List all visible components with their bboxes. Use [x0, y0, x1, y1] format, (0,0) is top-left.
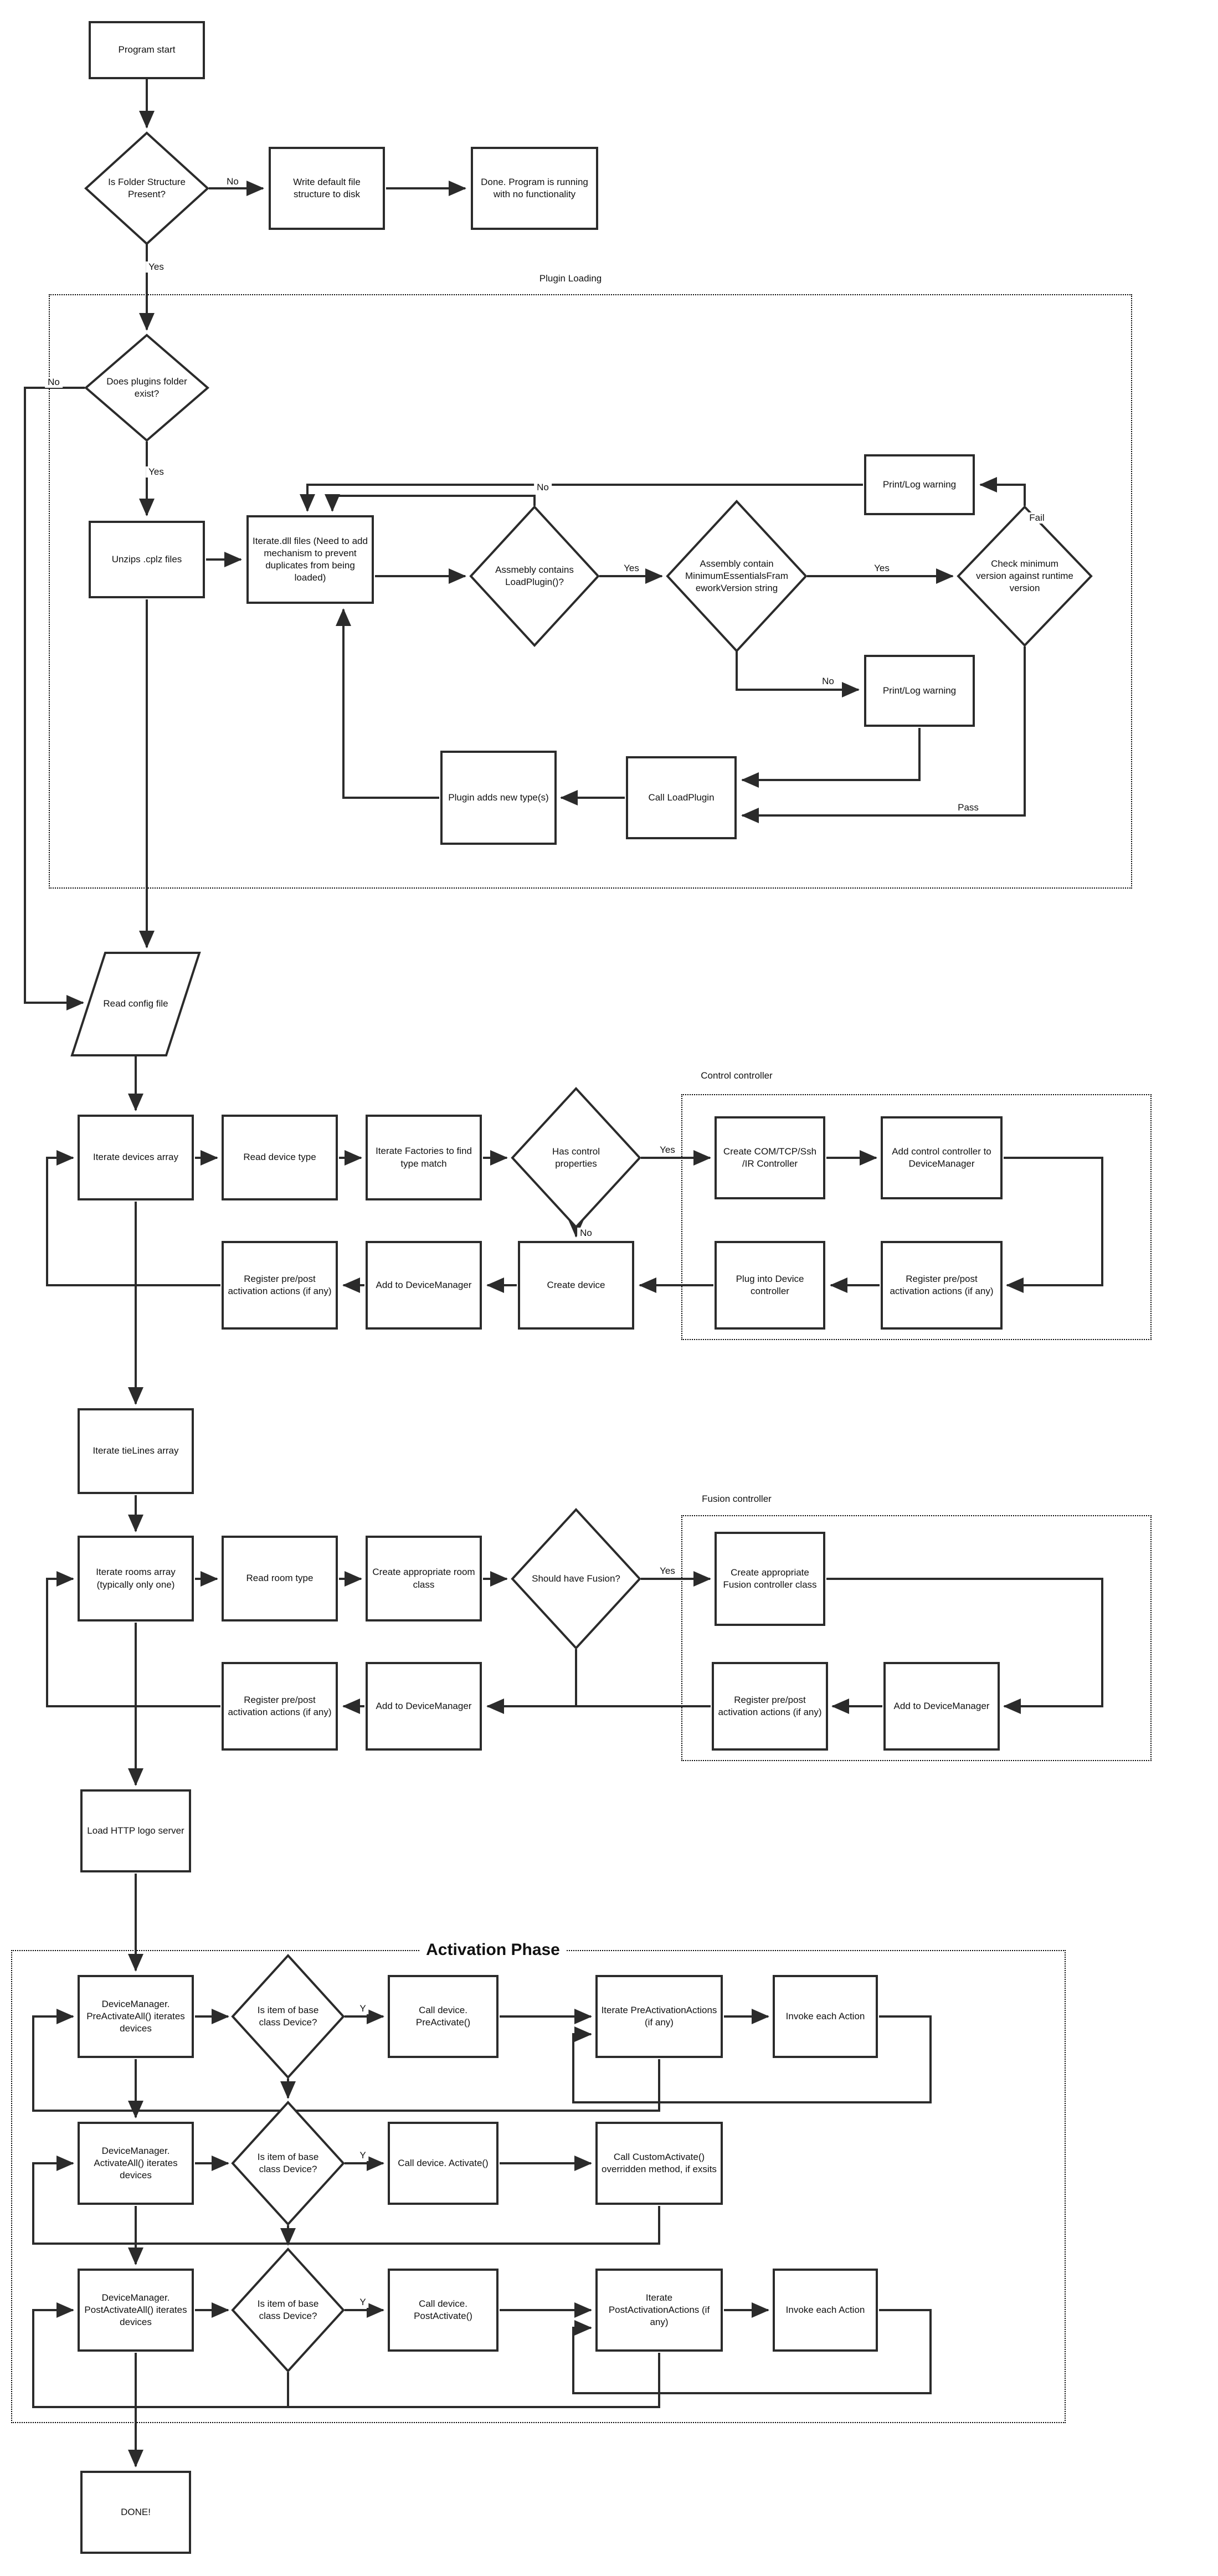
node-label: Create device	[547, 1279, 605, 1290]
edge-label-yes-loadplugin: Yes	[621, 563, 642, 574]
edge-label-no-plugins: No	[45, 377, 63, 388]
node-reg-main2	[222, 1662, 338, 1751]
node-iterate-tielines	[78, 1408, 194, 1494]
node-label: Create COM/TCP/Ssh /IR Controller	[723, 1146, 817, 1169]
node-label: Invoke each Action	[785, 2010, 865, 2021]
node-label: Add to DeviceManager	[376, 1700, 472, 1711]
node-label: DeviceManager. PreActivateAll() iterates devices	[86, 1998, 185, 2034]
node-label: Read device type	[243, 1152, 316, 1163]
edge-label-fail: Fail	[1026, 512, 1047, 524]
node-done-nofunc	[471, 147, 598, 230]
node-label: Register pre/post activation actions (if any)	[718, 1694, 822, 1717]
node-label: Invoke each Action	[785, 2304, 865, 2315]
node-call-loadplugin	[626, 756, 737, 839]
edge-label-yes-folder: Yes	[146, 261, 167, 273]
edge-label-no-min: No	[819, 676, 837, 687]
node-warn2	[864, 655, 975, 727]
node-label: DeviceManager. PostActivateAll() iterates devices	[84, 2292, 187, 2328]
node-unzips	[89, 521, 205, 598]
control-controller-title: Control controller	[701, 1070, 773, 1081]
edge-warn2-callload	[742, 728, 919, 780]
node-done-final	[80, 2471, 191, 2554]
node-label: Plugin adds new type(s)	[448, 792, 549, 803]
node-add-control	[881, 1116, 1003, 1199]
edge-label-y3: Y	[357, 2297, 368, 2308]
node-read-device	[222, 1115, 338, 1200]
node-read-room	[222, 1536, 338, 1621]
node-label: Add to DeviceManager	[893, 1700, 990, 1711]
node-label: Add control controller to DeviceManager	[892, 1146, 991, 1169]
edge-warn1-return	[307, 485, 863, 511]
decision-is-folder-label: Is Folder Structure Present?	[108, 176, 186, 199]
node-call-post	[388, 2269, 498, 2352]
node-label: Iterate devices array	[92, 1152, 178, 1163]
edge-min-no	[737, 646, 859, 690]
node-label: Print/Log warning	[882, 685, 957, 696]
node-label: Read room type	[246, 1573, 314, 1584]
node-label: Call LoadPlugin	[648, 792, 715, 803]
node-plug-into	[715, 1241, 825, 1330]
node-label: DONE!	[121, 2506, 151, 2517]
edge-loadplugin-no	[332, 496, 535, 511]
edge-label-yes-plugins: Yes	[146, 466, 167, 478]
node-act-all	[78, 2122, 194, 2205]
node-label: Load HTTP logo server	[87, 1825, 184, 1836]
decision-should-fusion-label: Should have Fusion?	[532, 1573, 620, 1584]
node-iter-preact	[595, 1975, 723, 2058]
node-label: Register pre/post activation actions (if any)	[890, 1273, 994, 1296]
node-label: Iterate.dll files (Need to add mechanism to prevent duplicates from being loaded)	[253, 535, 368, 583]
fusion-controller-title: Fusion controller	[702, 1494, 772, 1504]
node-iterate-dll	[246, 515, 374, 604]
node-label: Iterate rooms array (typically only one)	[96, 1567, 176, 1590]
node-load-http	[80, 1789, 191, 1872]
node-adds-types	[440, 751, 557, 845]
node-add-dm1	[366, 1241, 482, 1330]
node-invoke2	[773, 2269, 878, 2352]
decision-check-min-label: Check minimum version against runtime version	[976, 558, 1073, 594]
edge-label-y1: Y	[357, 2003, 368, 2014]
node-label: DeviceManager. ActivateAll() iterates devices	[94, 2145, 178, 2181]
io-read-config-label: Read config file	[103, 998, 168, 1009]
node-label: Done. Program is running with no functionality	[481, 176, 588, 199]
node-iterate-rooms	[78, 1536, 194, 1621]
node-label: Plug into Device controller	[736, 1273, 804, 1296]
node-label: Call device. PreActivate()	[415, 2004, 471, 2028]
node-label: Print/Log warning	[882, 479, 957, 490]
node-create-fusion	[715, 1532, 825, 1626]
node-create-room	[366, 1536, 482, 1621]
node-call-act	[388, 2122, 498, 2205]
node-label: Unzips .cplz files	[111, 553, 182, 565]
node-add-dm2	[366, 1662, 482, 1751]
edge-label-yes-fusion: Yes	[657, 1566, 678, 1577]
edge-label-pass: Pass	[955, 802, 981, 813]
node-iter-postact	[595, 2269, 723, 2352]
edge-addstypes-return	[343, 609, 439, 798]
node-iterate-factories	[366, 1115, 482, 1200]
node-label: Iterate tieLines array	[92, 1445, 179, 1456]
decision-is-base1-label: Is item of base class Device?	[257, 2004, 319, 2028]
edge-plugins-no	[25, 388, 85, 1003]
edge-label-no-loadplugin: No	[534, 482, 552, 493]
decision-assembly-min-label: Assembly contain MinimumEssentialsFrameworkVersion string	[685, 558, 789, 594]
node-add-dm-fusion	[883, 1662, 1000, 1751]
edge-label-no-folder: No	[224, 176, 241, 187]
node-label: Iterate PreActivationActions (if any)	[601, 2004, 717, 2028]
node-label: Add to DeviceManager	[376, 1279, 472, 1290]
edge-label-yes-hascontrol: Yes	[657, 1145, 678, 1156]
decision-has-control-label: Has control properties	[552, 1146, 600, 1169]
node-invoke1	[773, 1975, 878, 2058]
edge-checkmin-fail	[980, 485, 1025, 506]
decision-assembly-loadplugin-label: Assmebly contains LoadPlugin()?	[495, 564, 574, 587]
edge-label-no-hascontrol: No	[577, 1228, 595, 1239]
node-create-device	[518, 1241, 634, 1330]
activation-phase-title: Activation Phase	[419, 1941, 567, 1959]
node-label: Iterate Factories to find type match	[376, 1146, 472, 1169]
node-label: Register pre/post activation actions (if any)	[228, 1273, 332, 1296]
node-label: Program start	[118, 44, 176, 55]
node-reg-ctrl	[881, 1241, 1003, 1330]
node-label: Iterate PostActivationActions (if any)	[608, 2292, 710, 2328]
decision-is-base3-label: Is item of base class Device?	[257, 2298, 319, 2321]
edge-addctrl-regctrl	[1004, 1158, 1102, 1285]
node-call-pre	[388, 1975, 498, 2058]
decision-is-base2-label: Is item of base class Device?	[257, 2151, 319, 2174]
node-label: Call CustomActivate() overridden method, if exsits	[602, 2151, 717, 2174]
node-label: Write default file structure to disk	[293, 176, 361, 199]
plugin-loading-title: Plugin Loading	[539, 273, 602, 284]
node-warn1	[864, 454, 975, 515]
decision-does-plugins-label: Does plugins folder exist?	[106, 376, 187, 399]
node-label: Call device. PostActivate()	[414, 2298, 472, 2321]
node-reg-fusion	[712, 1662, 828, 1751]
node-create-com	[715, 1116, 825, 1199]
node-label: Register pre/post activation actions (if any)	[228, 1694, 332, 1717]
node-iterate-devices	[78, 1115, 194, 1200]
node-label: Call device. Activate()	[398, 2157, 489, 2168]
node-program-start	[89, 21, 205, 79]
node-pre-all	[78, 1975, 194, 2058]
node-post-all	[78, 2269, 194, 2352]
node-reg-main1	[222, 1241, 338, 1330]
edge-label-y2: Y	[357, 2150, 368, 2161]
node-label: Create appropriate Fusion controller class	[723, 1567, 817, 1590]
node-label: Create appropriate room class	[372, 1567, 475, 1590]
edge-label-yes-min: Yes	[871, 563, 892, 574]
node-write-default	[269, 147, 385, 230]
node-custom-act	[595, 2122, 723, 2205]
